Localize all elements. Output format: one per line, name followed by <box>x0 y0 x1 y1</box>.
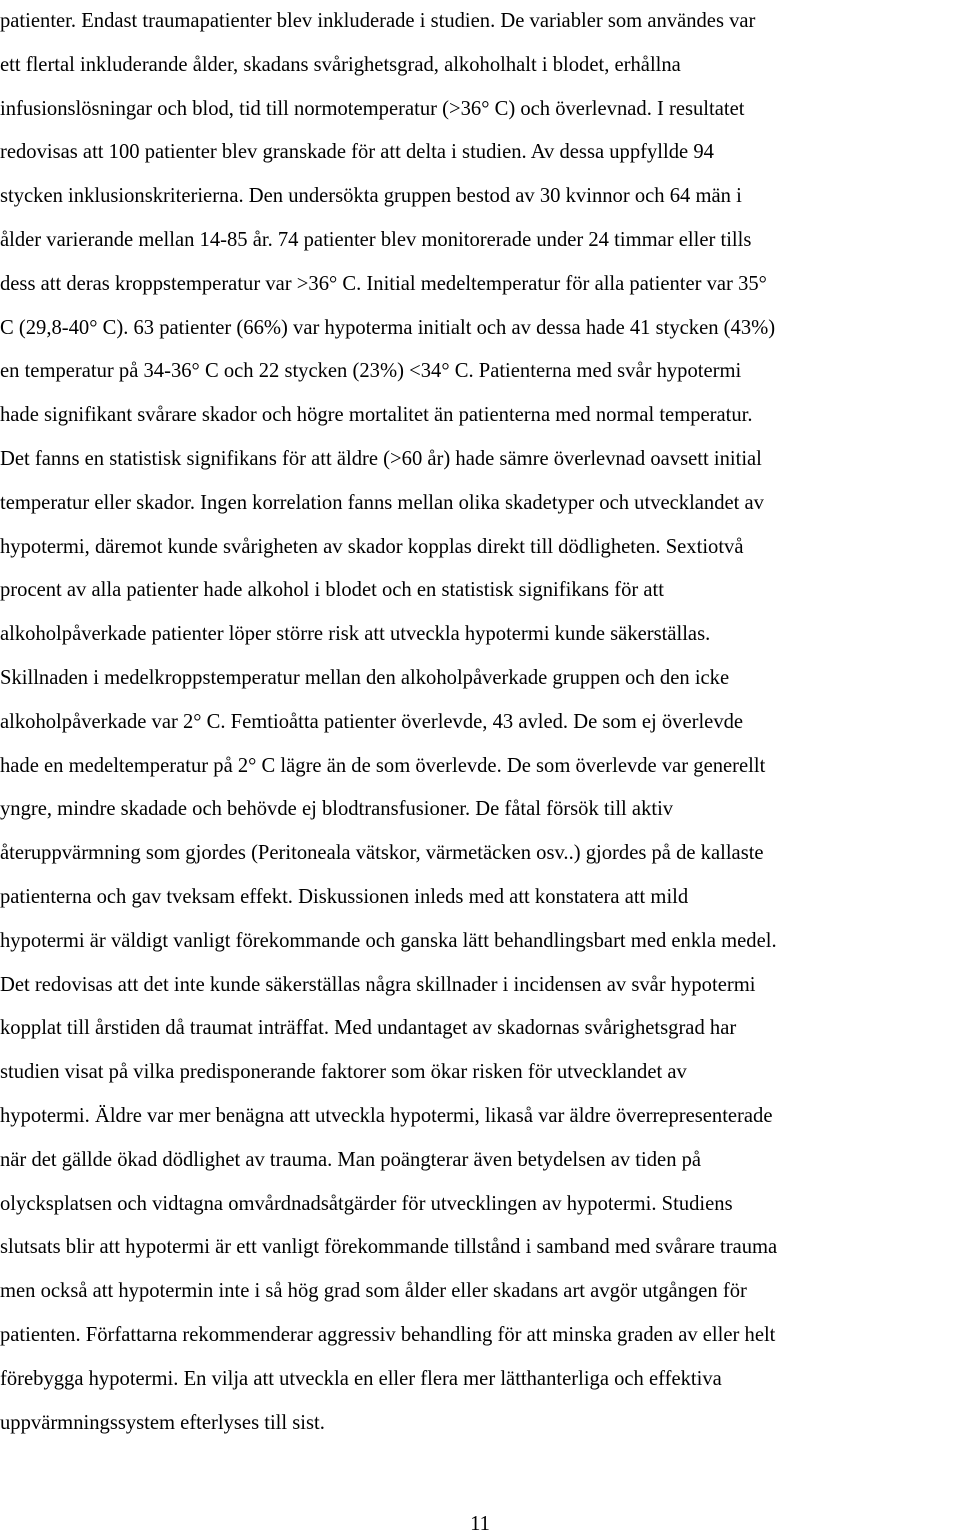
text-line: stycken inklusionskriterierna. Den undersökta gruppen bestod av 30 kvinnor och 64 män i <box>0 185 742 208</box>
text-line: men också att hypotermin inte i så hög grad som ålder eller skadans art avgör utgången för <box>0 1280 747 1303</box>
text-line: slutsats blir att hypotermi är ett vanligt förekommande tillstånd i samband med svårare trauma <box>0 1236 778 1259</box>
text-line: Det fanns en statistisk signifikans för att äldre (>60 år) hade sämre överlevnad oavsett initial <box>0 447 762 470</box>
text-line: hypotermi är väldigt vanligt förekommande och ganska lätt behandlingsbart med enkla medel. <box>0 929 777 952</box>
text-line: ett flertal inkluderande ålder, skadans svårighetsgrad, alkoholhalt i blodet, erhållna <box>0 53 681 76</box>
text-line: förebygga hypotermi. En vilja att utveckla en eller flera mer lätthanterliga och effektiva <box>0 1367 722 1390</box>
text-line: temperatur eller skador. Ingen korrelation fanns mellan olika skadetyper och utvecklandet av <box>0 491 764 514</box>
text-line: yngre, mindre skadade och behövde ej blodtransfusioner. De fåtal försök till aktiv <box>0 798 674 821</box>
text-line: kopplat till årstiden då traumat inträffat. Med undantaget av skadornas svårighetsgrad har <box>0 1017 737 1040</box>
page-number: 11 <box>470 1513 490 1535</box>
text-line: hade signifikant svårare skador och högre mortalitet än patienterna med normal temperatur. <box>0 404 753 427</box>
text-line: en temperatur på 34-36° C och 22 stycken (23%) <34° C. Patienterna med svår hypotermi <box>0 360 742 383</box>
text-line: olycksplatsen och vidtagna omvårdnadsåtgärder för utvecklingen av hypotermi. Studiens <box>0 1192 733 1215</box>
text-line: hypotermi. Äldre var mer benägna att utveckla hypotermi, likaså var äldre överrepresenterade <box>0 1104 773 1127</box>
text-line: redovisas att 100 patienter blev granskade för att delta i studien. Av dessa uppfyllde 94 <box>0 141 714 164</box>
text-line: patienter. Endast traumapatienter blev inkluderade i studien. De variabler som användes var <box>0 10 756 32</box>
text-line: när det gällde ökad dödlighet av trauma. Man poängterar även betydelsen av tiden på <box>0 1148 702 1171</box>
text-line: hypotermi, däremot kunde svårigheten av skador kopplas direkt till dödligheten. Sextiotvå <box>0 535 744 558</box>
text-line: studien visat på vilka predisponerande faktorer som ökar risken för utvecklandet av <box>0 1061 687 1084</box>
text-line: patienten. Författarna rekommenderar aggressiv behandling för att minska graden av eller helt <box>0 1323 776 1346</box>
text-line: uppvärmningssystem efterlyses till sist. <box>0 1411 325 1434</box>
text-line: alkoholpåverkade patienter löper större risk att utveckla hypotermi kunde säkerställas. <box>0 623 711 646</box>
text-line: C (29,8-40° C). 63 patienter (66%) var hypoterma initialt och av dessa hade 41 stycken (43%) <box>0 316 776 339</box>
text-line: återuppvärmning som gjordes (Peritoneala vätskor, värmetäcken osv..) gjordes på de kallaste <box>0 842 764 865</box>
text-line: Det redovisas att det inte kunde säkerställas några skillnader i incidensen av svår hypotermi <box>0 973 756 996</box>
text-line: infusionslösningar och blod, tid till normotemperatur (>36° C) och överlevnad. I resultatet <box>0 97 745 120</box>
text-line: ålder varierande mellan 14-85 år. 74 patienter blev monitorerade under 24 timmar eller tills <box>0 228 752 251</box>
text-line: procent av alla patienter hade alkohol i blodet och en statistisk signifikans för att <box>0 579 664 602</box>
text-line: hade en medeltemperatur på 2° C lägre än de som överlevde. De som överlevde var generellt <box>0 754 766 777</box>
text-line: alkoholpåverkade var 2° C. Femtioåtta patienter överlevde, 43 avled. De som ej överlevde <box>0 710 744 733</box>
text-line: patienterna och gav tveksam effekt. Diskussionen inleds med att konstatera att mild <box>0 885 689 908</box>
text-line: dess att deras kroppstemperatur var >36° C. Initial medeltemperatur för alla patienter var 35° <box>0 272 767 295</box>
text-line: Skillnaden i medelkroppstemperatur mellan den alkoholpåverkade gruppen och den icke <box>0 666 730 689</box>
